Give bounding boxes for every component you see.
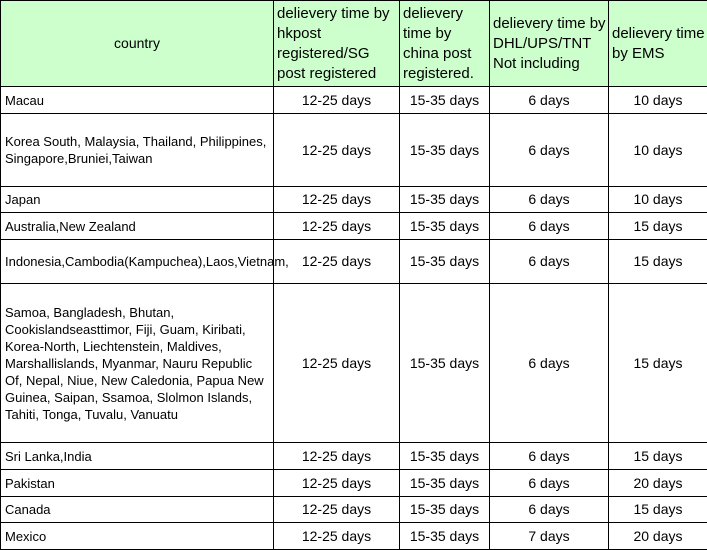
chinapost-cell: 15-35 days [400, 523, 490, 550]
country-cell: Japan [1, 187, 274, 213]
hkpost-cell: 12-25 days [274, 497, 400, 523]
ems-cell: 15 days [609, 443, 707, 470]
chinapost-cell: 15-35 days [400, 443, 490, 470]
chinapost-cell: 15-35 days [400, 470, 490, 497]
country-cell: Sri Lanka,India [1, 443, 274, 470]
table-row [1, 87, 707, 114]
chinapost-cell: 15-35 days [400, 87, 490, 114]
country-cell: Pakistan [1, 470, 274, 497]
hkpost-cell: 12-25 days [274, 470, 400, 497]
header-row [1, 1, 707, 87]
hkpost-cell: 12-25 days [274, 213, 400, 240]
country-cell: Macau [1, 87, 274, 114]
ems-cell: 20 days [609, 523, 707, 550]
dhl-cell: 6 days [490, 240, 609, 284]
header-chinapost: delievery time by china post registered. [400, 1, 490, 87]
ems-cell: 15 days [609, 213, 707, 240]
hkpost-cell: 12-25 days [274, 187, 400, 213]
header-hkpost: delievery time by hkpost registered/SG post registered [274, 1, 400, 87]
chinapost-cell: 15-35 days [400, 284, 490, 443]
dhl-cell: 6 days [490, 187, 609, 213]
dhl-cell: 6 days [490, 470, 609, 497]
country-cell: Australia,New Zealand [1, 213, 274, 240]
chinapost-cell: 15-35 days [400, 213, 490, 240]
ems-cell: 10 days [609, 114, 707, 187]
dhl-cell: 6 days [490, 114, 609, 187]
chinapost-cell: 15-35 days [400, 497, 490, 523]
ems-cell: 10 days [609, 187, 707, 213]
ems-cell: 15 days [609, 284, 707, 443]
chinapost-cell: 15-35 days [400, 114, 490, 187]
dhl-cell: 7 days [490, 523, 609, 550]
country-cell: Samoa, Bangladesh, Bhutan, Cookislandseasttimor, Fiji, Guam, Kiribati, Korea-North, Liechtenstein, Maldives, Marshallislands, Myanmar, Nauru Republic Of, Nepal, Niue, New Caledonia, Papua New Guinea, Saipan, Ssamoa, Slolmon Islands, Tahiti, Tonga, Tuvalu, Vanuatu [1, 284, 274, 443]
table-row [1, 497, 707, 523]
ems-cell: 10 days [609, 87, 707, 114]
table-row [1, 240, 707, 284]
table-row [1, 187, 707, 213]
dhl-cell: 6 days [490, 87, 609, 114]
header-country: country [1, 1, 274, 87]
ems-cell: 15 days [609, 240, 707, 284]
table-row [1, 114, 707, 187]
dhl-cell: 6 days [490, 284, 609, 443]
table-row [1, 213, 707, 240]
header-ems: delievery time by EMS [609, 1, 707, 87]
table-row [1, 523, 707, 550]
table-row [1, 443, 707, 470]
hkpost-cell: 12-25 days [274, 523, 400, 550]
hkpost-cell: 12-25 days [274, 284, 400, 443]
country-cell: Indonesia,Cambodia(Kampuchea),Laos,Vietnam, [1, 240, 274, 284]
country-cell: Mexico [1, 523, 274, 550]
table-row [1, 470, 707, 497]
dhl-cell: 6 days [490, 213, 609, 240]
ems-cell: 20 days [609, 470, 707, 497]
hkpost-cell: 12-25 days [274, 114, 400, 187]
chinapost-cell: 15-35 days [400, 240, 490, 284]
hkpost-cell: 12-25 days [274, 87, 400, 114]
dhl-cell: 6 days [490, 443, 609, 470]
country-cell: Canada [1, 497, 274, 523]
chinapost-cell: 15-35 days [400, 187, 490, 213]
country-cell: Korea South, Malaysia, Thailand, Philippines, Singapore,Bruniei,Taiwan [1, 114, 274, 187]
header-dhl: delievery time by DHL/UPS/TNT Not including [490, 1, 609, 87]
dhl-cell: 6 days [490, 497, 609, 523]
table-row [1, 284, 707, 443]
ems-cell: 15 days [609, 497, 707, 523]
hkpost-cell: 12-25 days [274, 443, 400, 470]
hkpost-cell: 12-25 days [274, 240, 400, 284]
